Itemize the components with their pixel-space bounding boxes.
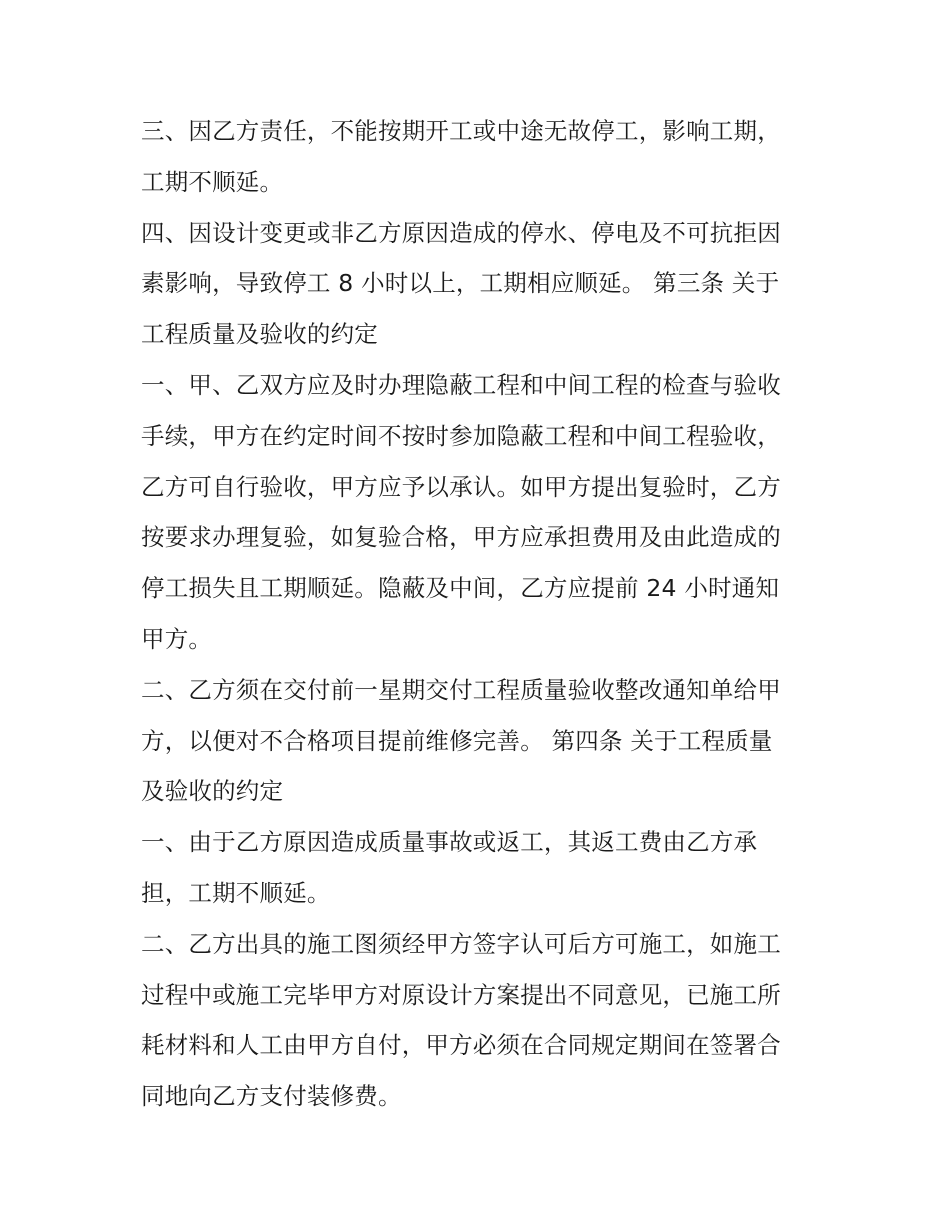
text-line: 甲方。 <box>141 624 213 653</box>
text-line: 手续，甲方在约定时间不按时参加隐蔽工程和中间工程验收， <box>141 421 781 450</box>
text-line: 过程中或施工完毕甲方对原设计方案提出不同意见，已施工所 <box>141 980 781 1009</box>
text-line: 同地向乙方支付装修费。 <box>141 1082 402 1111</box>
text-line: 乙方可自行验收，甲方应予以承认。如甲方提出复验时，乙方 <box>141 472 781 501</box>
text-line: 工程质量及验收的约定 <box>141 320 378 349</box>
text-line: 停工损失且工期顺延。隐蔽及中间，乙方应提前 24 小时通知 <box>141 574 780 603</box>
text-line: 担，工期不顺延。 <box>141 878 331 907</box>
text-line: 工期不顺延。 <box>141 167 284 196</box>
text-line: 二、乙方出具的施工图须经甲方签字认可后方可施工，如施工 <box>141 929 781 958</box>
text-line: 一、甲、乙双方应及时办理隐蔽工程和中间工程的检查与验收 <box>141 370 781 399</box>
text-line: 耗材料和人工由甲方自付，甲方必须在合同规定期间在签署合 <box>141 1031 781 1060</box>
text-line: 及验收的约定 <box>141 777 284 806</box>
text-line: 三、因乙方责任，不能按期开工或中途无故停工，影响工期， <box>141 117 781 145</box>
text-line: 按要求办理复验，如复验合格，甲方应承担费用及由此造成的 <box>141 523 781 552</box>
text-line: 四、因设计变更或非乙方原因造成的停水、停电及不可抗拒因 <box>141 218 781 247</box>
text-line: 方，以便对不合格项目提前维修完善。 第四条 关于工程质量 <box>141 726 773 755</box>
text-line: 一、由于乙方原因造成质量事故或返工，其返工费由乙方承 <box>141 828 758 857</box>
text-line: 素影响，导致停工 8 小时以上，工期相应顺延。 第三条 关于 <box>141 269 780 298</box>
text-line: 二、乙方须在交付前一星期交付工程质量验收整改通知单给甲 <box>141 675 781 704</box>
document-body <box>141 106 813 1122</box>
